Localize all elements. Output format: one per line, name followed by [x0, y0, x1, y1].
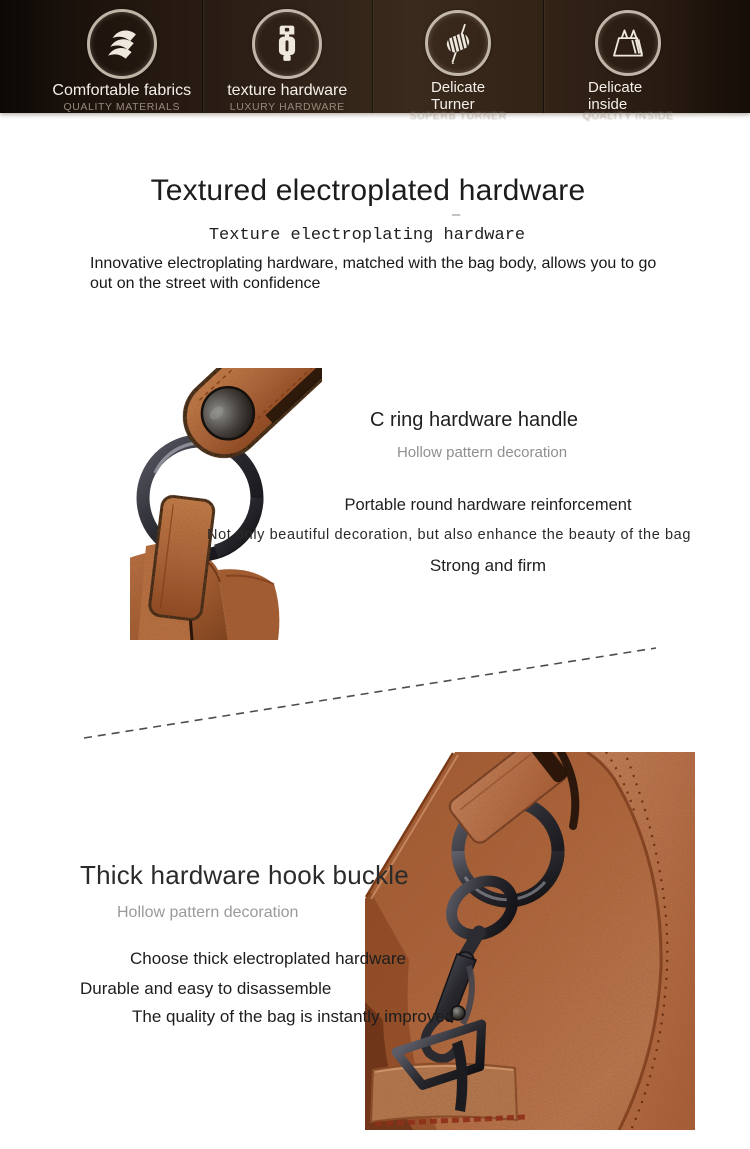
ring-feature-line1: Portable round hardware reinforcement	[344, 496, 632, 514]
ring-feature-title: C ring hardware handle	[370, 409, 578, 431]
ring-feature-subtitle: Hollow pattern decoration	[396, 444, 568, 461]
hook-feature-line3: The quality of the bag is instantly improved	[132, 1007, 455, 1026]
hero-subtitle: Texture electroplating hardware	[208, 226, 526, 245]
hook-feature-subtitle: Hollow pattern decoration	[117, 904, 299, 921]
badge-comfortable-fabrics	[0, 0, 202, 113]
bag-lining-icon	[595, 10, 661, 76]
hook-feature-line2: Durable and easy to disassemble	[80, 979, 332, 998]
badge-caption: QUALITY INSIDE	[582, 110, 674, 122]
fabric-icon	[87, 9, 157, 79]
hook-feature-line1: Choose thick electroplated hardware	[130, 949, 406, 968]
badge-label: Comfortable fabrics	[52, 82, 192, 99]
ring-feature-line2: Not only beautiful decoration, but also enhance the beauty of the bag	[207, 527, 691, 543]
hook-buckle-photo	[365, 752, 695, 1130]
ring-feature-line3: Strong and firm	[429, 556, 547, 575]
decorative-dash: –	[452, 206, 461, 223]
badge-label: Delicate inside	[588, 79, 643, 113]
hook-feature-title: Thick hardware hook buckle	[80, 860, 409, 890]
page-title: Textured electroplated hardware	[150, 174, 586, 207]
zipper-icon	[252, 9, 322, 79]
thread-spool-icon	[425, 10, 491, 76]
feature-bar	[0, 0, 750, 122]
badge-delicate-inside	[543, 0, 750, 122]
badge-label: texture hardware	[227, 82, 348, 99]
hero-description: Innovative electroplating hardware, matched with the bag body, allows you to go out on the street with confidence	[90, 255, 657, 292]
badge-label: Delicate Turner	[430, 79, 486, 113]
badge-caption: QUALITY MATERIALS	[63, 100, 181, 113]
badge-texture-hardware	[202, 0, 372, 113]
badge-delicate-turner	[372, 0, 543, 122]
badge-caption: LUXURY HARDWARE	[229, 100, 345, 113]
dashed-divider-line	[80, 642, 660, 742]
badge-caption: SUPERB TURNER	[409, 110, 507, 122]
